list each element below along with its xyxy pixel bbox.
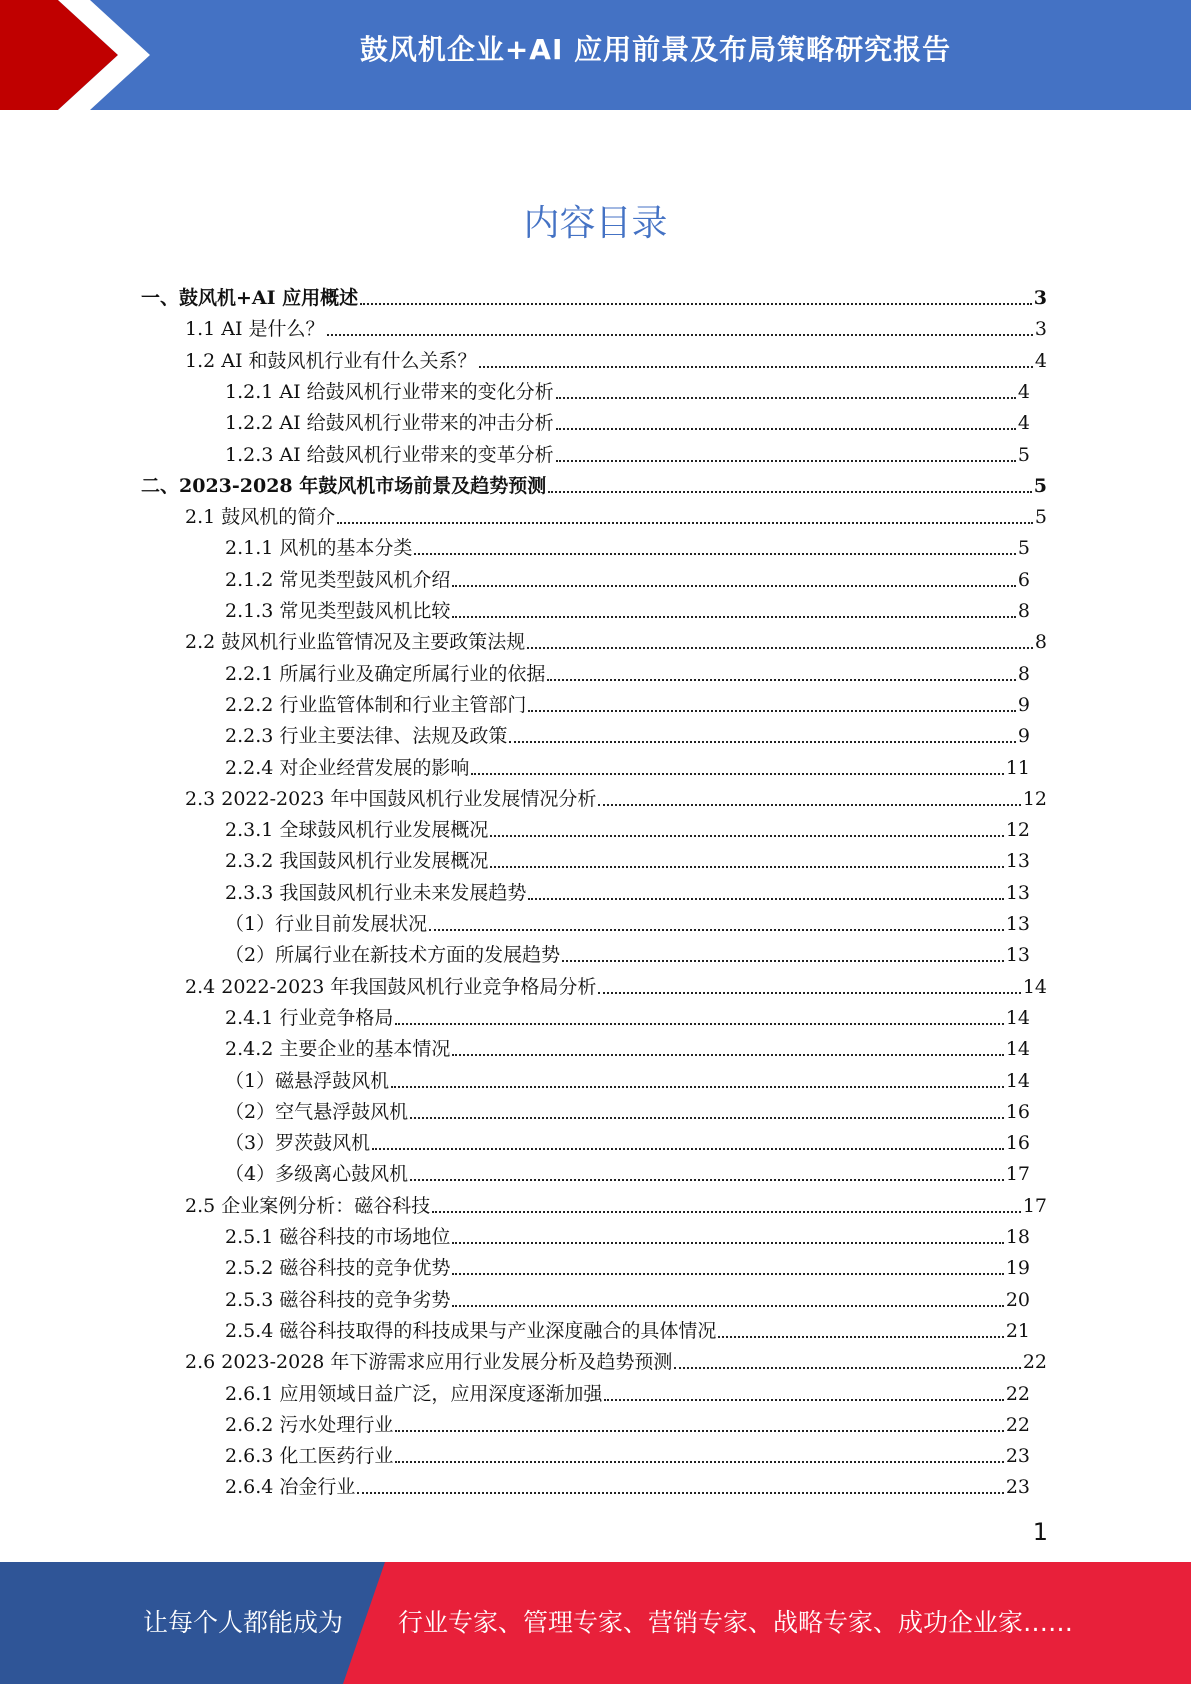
toc-entry-text: 2.3.1 全球鼓风机行业发展概况 [225, 819, 489, 842]
toc-dot-leader [490, 866, 1003, 868]
toc-entry-page: 13 [1005, 850, 1030, 873]
toc-entry-page: 3 [1033, 287, 1047, 309]
toc-entry[interactable] [225, 1317, 1030, 1345]
toc-entry-text: （1）行业目前发展状况 [225, 913, 428, 935]
toc-entry[interactable] [225, 1223, 1030, 1251]
toc-entry-text: （2）空气悬浮鼓风机 [225, 1100, 409, 1123]
toc-entry-text: 2.1.3 常见类型鼓风机比较 [225, 600, 451, 622]
toc-entry-page: 22 [1005, 1382, 1030, 1405]
toc-dot-leader [718, 1336, 1003, 1338]
toc-entry-page: 6 [1017, 568, 1030, 591]
toc-dot-leader [452, 1305, 1003, 1307]
toc-dot-leader [357, 1492, 1003, 1494]
toc-entry-text: 1.2.3 AI 给鼓风机行业带来的变革分析 [225, 443, 554, 466]
toc-entry[interactable] [225, 1004, 1030, 1032]
toc-entry-page: 14 [1005, 1069, 1030, 1092]
toc-entry-text: 1.2.2 AI 给鼓风机行业带来的冲击分析 [225, 412, 554, 435]
toc-entry[interactable] [141, 472, 1047, 500]
toc-dot-leader [395, 1461, 1003, 1463]
toc-entry-text: 2.3.2 我国鼓风机行业发展概况 [225, 850, 489, 873]
toc-entry-text: 2.5.3 磁谷科技的竞争劣势 [225, 1288, 451, 1311]
toc-entry[interactable] [225, 597, 1030, 625]
toc-entry-text: 2.5.1 磁谷科技的市场地位 [225, 1226, 451, 1248]
toc-dot-leader [562, 960, 1004, 962]
toc-entry-page: 16 [1005, 1100, 1030, 1123]
toc-entry-text: 2.4.2 主要企业的基本情况 [225, 1038, 451, 1061]
toc-entry-text: 2.2.1 所属行业及确定所属行业的依据 [225, 662, 546, 685]
toc-entry[interactable] [185, 315, 1047, 343]
toc-entry-text: 2.6.2 污水处理行业 [225, 1413, 394, 1436]
page-header [0, 0, 1191, 110]
toc-entry[interactable] [225, 1286, 1030, 1314]
toc-entry[interactable] [225, 1067, 1030, 1095]
toc-entry-page: 20 [1005, 1288, 1030, 1311]
toc-entry-text: 2.5 企业案例分析：磁谷科技 [185, 1194, 431, 1217]
toc-dot-leader [547, 679, 1016, 681]
toc-dot-leader [432, 1211, 1021, 1213]
footer-slogan-left: 让每个人都能成为 [143, 1608, 344, 1637]
toc-entry-page: 8 [1034, 631, 1047, 654]
toc-entry[interactable] [225, 566, 1030, 594]
toc-entry-text: 2.1.2 常见类型鼓风机介绍 [225, 568, 451, 591]
toc-entry-text: 2.2.3 行业主要法律、法规及政策 [225, 725, 508, 748]
toc-entry-page: 5 [1033, 474, 1047, 497]
toc-entry-page: 13 [1005, 913, 1030, 935]
toc-entry[interactable] [185, 628, 1047, 656]
toc-entry[interactable] [225, 534, 1030, 562]
toc-entry-text: （2）所属行业在新技术方面的发展趋势 [225, 944, 561, 967]
toc-entry-page: 5 [1017, 443, 1030, 466]
toc-dot-leader [674, 1367, 1020, 1369]
toc-entry[interactable] [225, 660, 1030, 688]
toc-entry[interactable] [225, 1380, 1030, 1408]
toc-entry[interactable] [185, 785, 1047, 813]
toc-entry[interactable] [225, 754, 1030, 782]
toc-entry-page: 9 [1017, 725, 1030, 748]
toc-entry-text: 2.5.2 磁谷科技的竞争优势 [225, 1257, 451, 1280]
toc-dot-leader [528, 898, 1003, 900]
toc-dot-leader [414, 553, 1016, 555]
toc-entry-text: 2.2 鼓风机行业监管情况及主要政策法规 [185, 631, 526, 654]
toc-dot-leader [604, 1399, 1003, 1401]
toc-heading: 内容目录 [523, 203, 668, 244]
toc-entry-text: 2.5.4 磁谷科技取得的科技成果与产业深度融合的具体情况 [225, 1319, 717, 1342]
toc-dot-leader [372, 1148, 1004, 1150]
toc-dot-leader [598, 992, 1020, 994]
toc-dot-leader [452, 585, 1016, 587]
toc-entry-page: 13 [1005, 881, 1030, 904]
toc-dot-leader [452, 1054, 1003, 1056]
toc-dot-leader [410, 1179, 1004, 1181]
toc-entry-page: 22 [1022, 1351, 1047, 1374]
toc-entry-page: 19 [1005, 1257, 1030, 1280]
toc-dot-leader [471, 773, 1003, 775]
page-number: 1 [1032, 1518, 1048, 1546]
toc-dot-leader [490, 835, 1003, 837]
toc-entry-page: 14 [1005, 1038, 1030, 1061]
toc-entry-page: 23 [1005, 1445, 1030, 1468]
toc-entry[interactable] [225, 1442, 1030, 1470]
page-footer [0, 1562, 1191, 1684]
toc-entry-text: 2.3 2022-2023 年中国鼓风机行业发展情况分析 [185, 787, 597, 810]
toc-dot-leader [556, 428, 1016, 430]
toc-entry-page: 4 [1017, 412, 1030, 435]
toc-entry[interactable] [185, 973, 1047, 1001]
toc-entry-text: 2.4 2022-2023 年我国鼓风机行业竞争格局分析 [185, 975, 597, 998]
toc-dot-leader [527, 647, 1033, 649]
toc-entry-page: 12 [1005, 819, 1030, 842]
footer-slogan-right: 行业专家、管理专家、营销专家、战略专家、成功企业家…… [398, 1608, 1074, 1637]
toc-entry-page: 17 [1022, 1194, 1047, 1217]
toc-entry-page: 3 [1034, 318, 1047, 341]
toc-entry-text: （4）多级离心鼓风机 [225, 1163, 409, 1186]
toc-entry-text: 2.2.2 行业监管体制和行业主管部门 [225, 693, 527, 716]
toc-entry[interactable] [185, 1348, 1047, 1376]
toc-dot-leader [391, 1086, 1004, 1088]
toc-entry-text: 2.2.4 对企业经营发展的影响 [225, 756, 470, 779]
toc-entry[interactable] [225, 1160, 1030, 1188]
toc-entry-text: 1.2 AI 和鼓风机行业有什么关系？ [185, 349, 477, 372]
toc-entry-text: （3）罗茨鼓风机 [225, 1132, 371, 1155]
toc-dot-leader [479, 366, 1033, 368]
toc-entry[interactable] [185, 347, 1047, 375]
toc-entry-text: 2.1.1 风机的基本分类 [225, 537, 413, 560]
toc-entry-page: 12 [1022, 787, 1047, 810]
toc-dot-leader [452, 1242, 1003, 1244]
toc-entry-text: 2.6.3 化工医药行业 [225, 1445, 394, 1468]
toc-entry-page: 14 [1005, 1006, 1030, 1029]
toc-entry-text: 2.4.1 行业竞争格局 [225, 1006, 394, 1029]
toc-entry-page: 13 [1005, 944, 1030, 967]
toc-entry[interactable] [225, 910, 1030, 938]
toc-entry[interactable] [225, 1098, 1030, 1126]
toc-entry-page: 21 [1005, 1319, 1030, 1342]
toc-entry[interactable] [225, 378, 1030, 406]
toc-entry-text: 1.2.1 AI 给鼓风机行业带来的变化分析 [225, 380, 554, 403]
toc-entry[interactable] [141, 284, 1047, 312]
toc-dot-leader [360, 303, 1032, 305]
toc-entry-page: 14 [1022, 975, 1047, 998]
toc-entry[interactable] [225, 816, 1030, 844]
toc-dot-leader [429, 929, 1004, 931]
toc-entry[interactable] [225, 941, 1030, 969]
toc-entry-text: 2.6.4 冶金行业 [225, 1476, 356, 1499]
toc-dot-leader [556, 397, 1016, 399]
toc-dot-leader [548, 491, 1032, 493]
toc-dot-leader [395, 1023, 1003, 1025]
toc-entry-page: 9 [1017, 693, 1030, 716]
toc-entry[interactable] [185, 503, 1047, 531]
toc-entry-page: 18 [1005, 1226, 1030, 1248]
toc-entry-page: 22 [1005, 1413, 1030, 1436]
toc-dot-leader [327, 334, 1033, 336]
toc-entry-page: 4 [1017, 380, 1030, 403]
toc-entry-text: 2.3.3 我国鼓风机行业未来发展趋势 [225, 881, 527, 904]
toc-entry[interactable] [225, 1035, 1030, 1063]
toc-entry-page: 16 [1005, 1132, 1030, 1155]
toc-entry-page: 8 [1017, 662, 1030, 685]
toc-entry[interactable] [225, 1473, 1030, 1501]
toc-entry-text: 二、2023-2028 年鼓风机市场前景及趋势预测 [141, 474, 547, 497]
toc-dot-leader [556, 460, 1016, 462]
toc-entry-text: 2.6.1 应用领域日益广泛，应用深度逐渐加强 [225, 1382, 603, 1405]
toc-dot-leader [598, 804, 1020, 806]
toc-entry-page: 17 [1005, 1163, 1030, 1186]
toc-dot-leader [452, 616, 1016, 618]
toc-entry-text: 2.1 鼓风机的简介 [185, 506, 336, 529]
toc-dot-leader [528, 710, 1016, 712]
report-title: 鼓风机企业+AI 应用前景及布局策略研究报告 [359, 33, 952, 66]
toc-entry[interactable] [225, 879, 1030, 907]
toc-entry-page: 23 [1005, 1476, 1030, 1499]
toc-entry[interactable] [225, 1254, 1030, 1282]
toc-entry-page: 4 [1034, 349, 1047, 372]
toc-dot-leader [452, 1273, 1003, 1275]
toc-entry[interactable] [225, 722, 1030, 750]
toc-entry-text: （1）磁悬浮鼓风机 [225, 1069, 390, 1092]
toc-dot-leader [410, 1117, 1004, 1119]
toc-entry[interactable] [225, 441, 1030, 469]
toc-entry-page: 8 [1017, 600, 1030, 622]
toc-entry-page: 5 [1017, 537, 1030, 560]
toc-entry[interactable] [225, 847, 1030, 875]
toc-entry-page: 5 [1034, 506, 1047, 529]
toc-dot-leader [395, 1430, 1003, 1432]
toc-entry[interactable] [225, 1129, 1030, 1157]
toc-entry-text: 2.6 2023-2028 年下游需求应用行业发展分析及趋势预测 [185, 1351, 673, 1374]
toc-dot-leader [337, 522, 1033, 524]
toc-entry-text: 1.1 AI 是什么？ [185, 318, 325, 341]
toc-entry[interactable] [185, 1192, 1047, 1220]
toc-entry-page: 11 [1005, 756, 1030, 779]
toc-entry[interactable] [225, 409, 1030, 437]
toc-dot-leader [509, 741, 1016, 743]
toc-entry[interactable] [225, 691, 1030, 719]
toc-entry[interactable] [225, 1411, 1030, 1439]
toc-entry-text: 一、鼓风机+AI 应用概述 [141, 287, 359, 309]
